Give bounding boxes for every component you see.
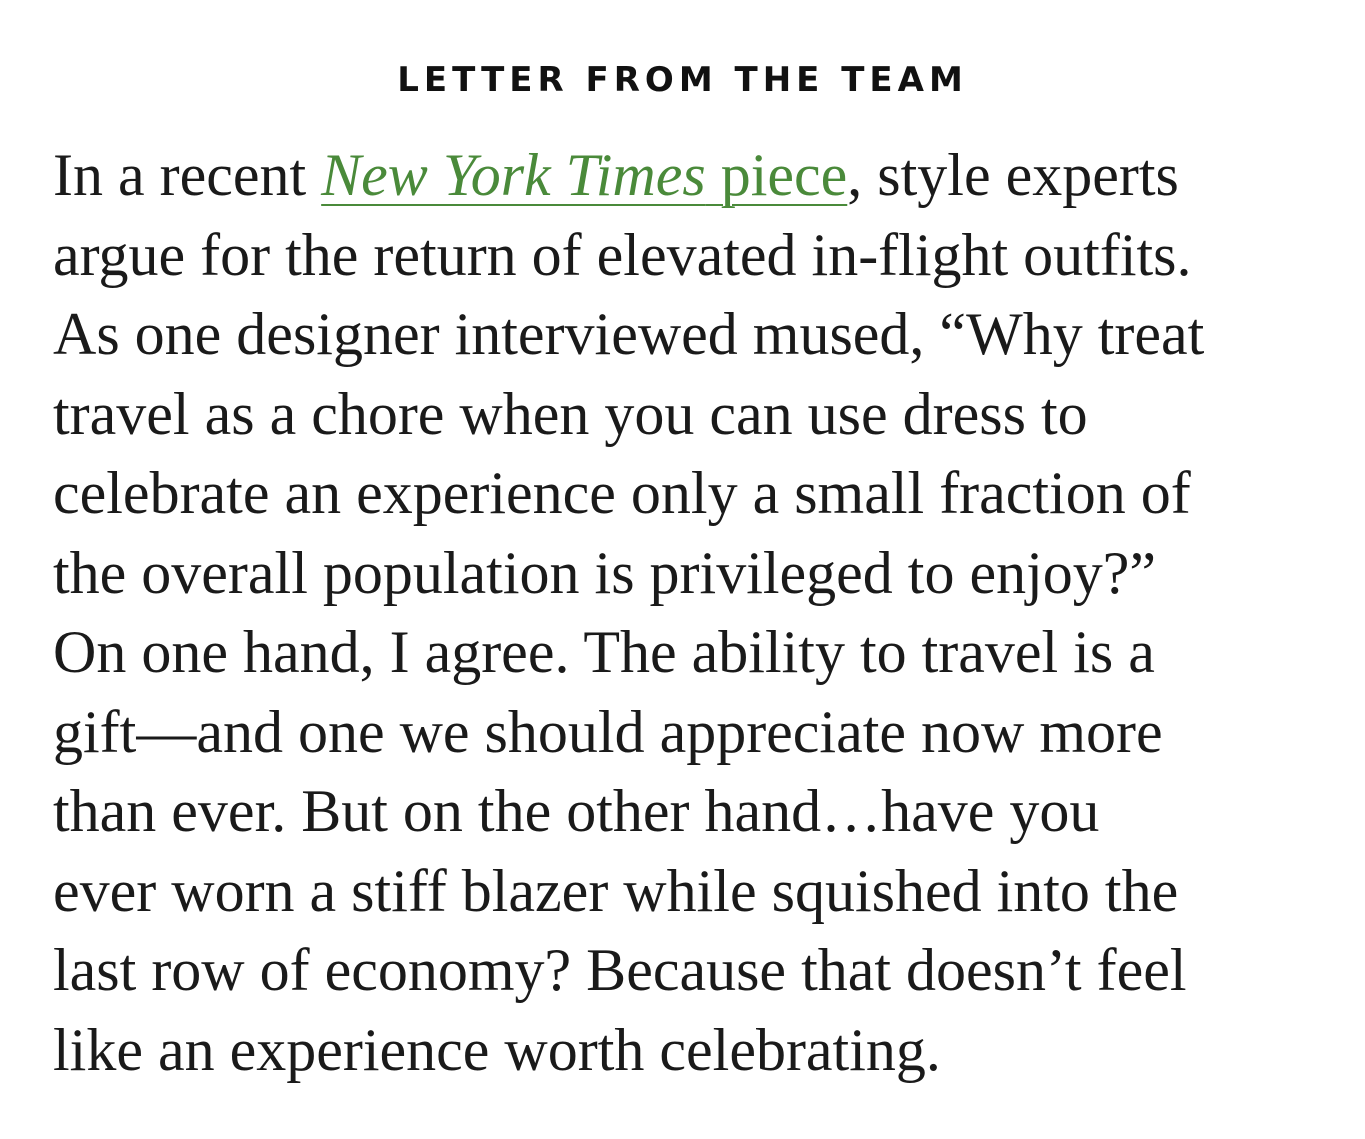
body-line: As one designer interviewed mused, “Why treat bbox=[53, 301, 1205, 367]
body-line: ever worn a stiff blazer while squished into the bbox=[53, 857, 1179, 924]
body-line: like an experience worth celebrating. bbox=[53, 1016, 941, 1083]
body-line: the overall population is privileged to enjoy?” bbox=[53, 539, 1157, 606]
body-line: On one hand, I agree. The ability to travel is a bbox=[53, 619, 1155, 685]
intro-text-continued: , style experts bbox=[847, 142, 1179, 208]
body-line: than ever. But on the other hand…have you bbox=[53, 778, 1100, 844]
link-text: piece bbox=[705, 142, 848, 208]
intro-text: In a recent bbox=[53, 142, 322, 208]
body-line: travel as a chore when you can use dress to bbox=[53, 380, 1088, 447]
nyt-article-link[interactable] bbox=[321, 142, 847, 208]
body-line: gift—and one we should appreciate now more bbox=[53, 698, 1163, 765]
body-line: last row of economy? Because that doesn’t feel bbox=[53, 937, 1187, 1003]
body-line-1 bbox=[53, 136, 1323, 216]
letter-body bbox=[53, 136, 1323, 1090]
section-heading: LETTER FROM THE TEAM bbox=[397, 60, 968, 100]
body-line: argue for the return of elevated in-flight outfits. bbox=[53, 221, 1192, 288]
body-line: celebrate an experience only a small fraction of bbox=[53, 460, 1191, 526]
link-publication-name: New York Times bbox=[321, 142, 706, 208]
